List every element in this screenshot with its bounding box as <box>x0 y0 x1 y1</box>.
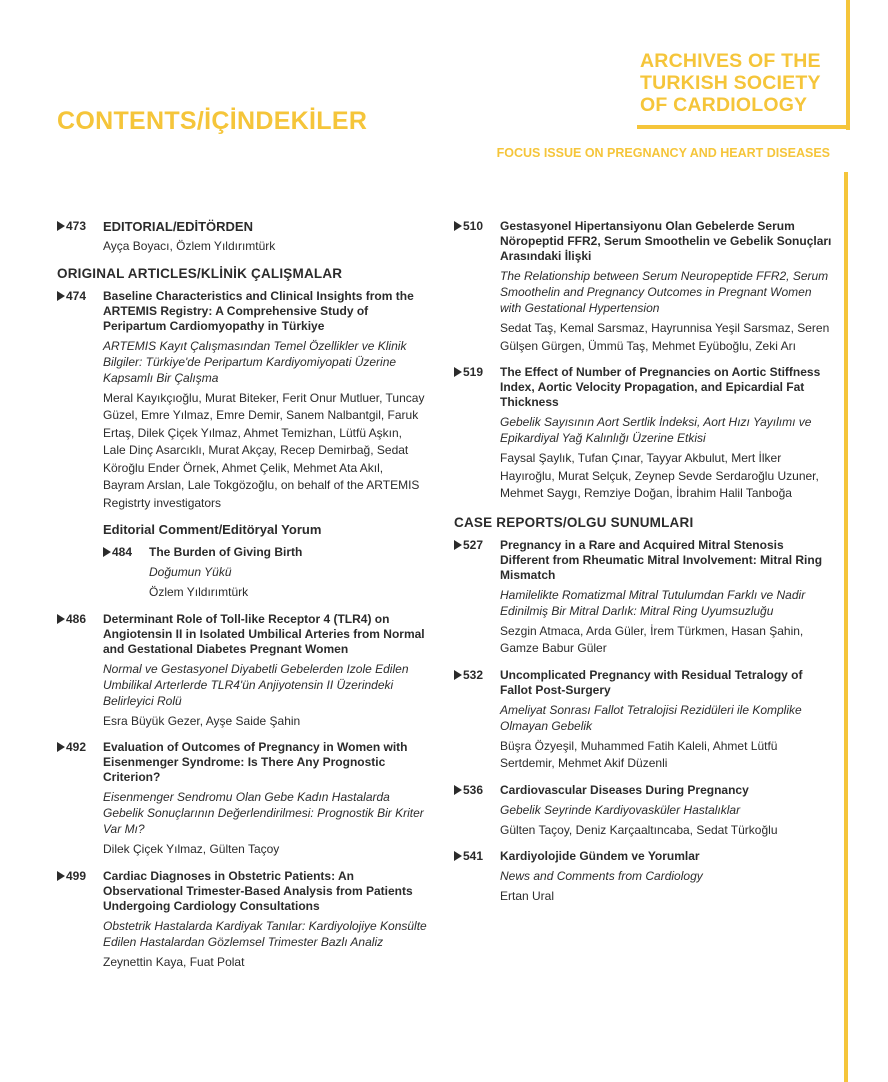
toc-entry-499[interactable] <box>57 869 427 972</box>
journal-line-3: OF CARDIOLOGY <box>640 94 808 116</box>
page-number: 492 <box>57 740 86 755</box>
toc-entry-474[interactable] <box>57 289 427 513</box>
entry-title: Uncomplicated Pregnancy with Residual Tetralogy of Fallot Post-Surgery <box>500 667 803 697</box>
arrow-right-icon <box>57 742 65 752</box>
arrow-right-icon <box>454 785 462 795</box>
journal-line-1: ARCHIVES OF THE <box>640 50 821 72</box>
entry-title: Cardiovascular Diseases During Pregnancy <box>500 782 749 797</box>
entry-authors: Gülten Taçoy, Deniz Karçaaltıncaba, Sedat Türkoğlu <box>500 822 778 837</box>
page-number: 474 <box>57 289 86 304</box>
toc-entry-532[interactable] <box>454 668 834 773</box>
entry-alt-title: Gebelik Sayısının Aort Sertlik İndeksi, Aort Hızı Yayılımı ve Epikardiyal Yağ Kalınlığı Üzerine Etkisi <box>500 415 812 445</box>
entry-alt-title: News and Comments from Cardiology <box>500 869 703 883</box>
page-number: 527 <box>454 538 483 553</box>
arrow-right-icon <box>454 221 462 231</box>
right-column <box>454 219 834 916</box>
entry-title: Baseline Characteristics and Clinical Insights from the ARTEMIS Registry: A Comprehensive Study of Peripartum Cardiomyopathy in Türkiye <box>103 288 414 333</box>
arrow-right-icon <box>454 670 462 680</box>
toc-entry-527[interactable] <box>454 538 834 658</box>
accent-bar-top <box>846 0 850 130</box>
entry-authors: Esra Büyük Gezer, Ayşe Saide Şahin <box>103 713 301 728</box>
entry-title: Pregnancy in a Rare and Acquired Mitral Stenosis Different from Rheumatic Mitral Involvement: Mitral Ring Mismatch <box>500 537 823 582</box>
accent-bar-under-journal <box>637 125 850 129</box>
toc-entry-484[interactable] <box>103 545 427 602</box>
toc-entry-492[interactable] <box>57 740 427 859</box>
entry-alt-title: Eisenmenger Sendromu Olan Gebe Kadın Hastalarda Gebelik Sonuçlarının Değerlendirilmesi: Prognostik Bir Kriter Var Mı? <box>103 790 424 836</box>
section-editorial-title: EDITORIAL/EDİTÖRDEN <box>103 219 253 234</box>
page-number: 484 <box>103 545 132 560</box>
page-number: 486 <box>57 612 86 627</box>
entry-title: Evaluation of Outcomes of Pregnancy in Women with Eisenmenger Syndrome: Is There Any Prognostic Criterion? <box>103 740 408 784</box>
page-number: 499 <box>57 869 86 884</box>
entry-title: Gestasyonel Hipertansiyonu Olan Gebelerde Serum Nöropeptid FFR2, Serum Smoothelin ve Gebelik Sonuçları Arasındaki İlişki <box>500 219 832 263</box>
journal-line-2: TURKISH SOCIETY <box>640 72 821 94</box>
arrow-right-icon <box>103 547 111 557</box>
toc-entry-536[interactable] <box>454 783 834 840</box>
page-title: CONTENTS/İÇİNDEKİLER <box>57 107 368 135</box>
accent-bar-right <box>844 172 848 1082</box>
toc-entry-519[interactable] <box>454 365 834 503</box>
entry-alt-title: Obstetrik Hastalarda Kardiyak Tanılar: Kardiyolojiye Konsülte Edilen Hastalardan Gözlemsel Trimester Bazlı Analiz <box>103 918 427 949</box>
entry-authors: Zeynettin Kaya, Fuat Polat <box>103 954 245 969</box>
left-column <box>57 219 427 981</box>
entry-alt-title: Doğumun Yükü <box>149 565 232 579</box>
entry-title: The Burden of Giving Birth <box>149 545 303 559</box>
arrow-right-icon <box>57 871 65 881</box>
entry-authors: Özlem Yıldırımtürk <box>149 585 249 599</box>
entry-authors: Faysal Şaylık, Tufan Çınar, Tayyar Akbulut, Mert İlker Hayıroğlu, Murat Selçuk, Zeynep Sevde Serdaroğlu Uzuner, Mehmet Saygı, Remziye Doğan, İbrahim Halil Tanboğa <box>500 451 819 500</box>
entry-authors: Ertan Ural <box>500 889 555 903</box>
arrow-right-icon <box>454 540 462 550</box>
entry-authors: Büşra Özyeşil, Muhammed Fatih Kaleli, Ahmet Lütfü Sertdemir, Mehmet Akif Düzenli <box>500 738 778 770</box>
arrow-right-icon <box>57 291 65 301</box>
page-number: 541 <box>454 849 483 864</box>
arrow-right-icon <box>454 851 462 861</box>
entry-title: The Effect of Number of Pregnancies on Aortic Stiffness Index, Aortic Velocity Propagation, and Epicardial Fat Thickness <box>500 365 821 409</box>
arrow-right-icon <box>454 367 462 377</box>
entry-authors: Ayça Boyacı, Özlem Yıldırımtürk <box>103 239 276 253</box>
toc-entry-486[interactable] <box>57 612 427 731</box>
entry-alt-title: Ameliyat Sonrası Fallot Tetralojisi Rezidüleri ile Komplike Olmayan Gebelik <box>500 702 802 733</box>
page-number: 510 <box>454 219 483 234</box>
section-heading-original-articles: ORIGINAL ARTICLES/KLİNİK ÇALIŞMALAR <box>57 265 343 281</box>
entry-title: Kardiyolojide Gündem ve Yorumlar <box>500 849 700 863</box>
entry-authors: Dilek Çiçek Yılmaz, Gülten Taçoy <box>103 842 280 856</box>
toc-entry-473[interactable] <box>57 219 427 256</box>
toc-entry-510[interactable] <box>454 219 834 355</box>
focus-issue-subtitle: FOCUS ISSUE ON PREGNANCY AND HEART DISEASES <box>496 146 830 160</box>
editorial-comment-heading: Editorial Comment/Editöryal Yorum <box>103 522 322 537</box>
toc-entry-541[interactable] <box>454 849 834 906</box>
section-heading-case-reports: CASE REPORTS/OLGU SUNUMLARI <box>454 514 694 530</box>
entry-alt-title: Normal ve Gestasyonel Diyabetli Gebelerden Izole Edilen Umbilikal Arterlerde TLR4'ün Anjiyotensin II Üzerindeki Belirleyici Rolü <box>103 661 409 708</box>
entry-alt-title: The Relationship between Serum Neuropeptide FFR2, Serum Smoothelin and Pregnancy Outcomes in Pregnant Women with Gestational Hypertension <box>500 269 829 315</box>
entry-alt-title: Gebelik Seyrinde Kardiyovasküler Hastalıklar <box>500 802 741 817</box>
arrow-right-icon <box>57 221 65 231</box>
page-number: 532 <box>454 668 483 683</box>
entry-title: Cardiac Diagnoses in Obstetric Patients: An Observational Trimester-Based Analysis from Patients Undergoing Cardiology Consultations <box>103 868 413 913</box>
entry-title: Determinant Role of Toll-like Receptor 4 (TLR4) on Angiotensin II in Isolated Umbilical Arteries from Normal and Gestational Diabetes Pregnant Women <box>103 611 425 656</box>
page-number: 519 <box>454 365 483 380</box>
entry-alt-title: ARTEMIS Kayıt Çalışmasından Temel Özellikler ve Klinik Bilgiler: Türkiye'de Peripartum Kardiyomiyopati Üzerine Kapsamlı Bir Çalışma <box>103 338 407 385</box>
entry-authors: Sezgin Atmaca, Arda Güler, İrem Türkmen, Hasan Şahin, Gamze Babur Güler <box>500 623 804 655</box>
page-number: 536 <box>454 783 483 798</box>
entry-authors: Sedat Taş, Kemal Sarsmaz, Hayrunnisa Yeşil Sarsmaz, Seren Gülşen Gürgen, Ümmü Taş, Mehmet Eyüboğlu, Zeki Arı <box>500 321 830 353</box>
entry-authors: Meral Kayıkçıoğlu, Murat Biteker, Ferit Onur Mutluer, Tuncay Güzel, Emre Yılmaz, Emre Demir, Sanem Nalbantgil, Faruk Ertaş, Dilek Çiçek Yılmaz, Ahmet Temizhan, Lütfü Aşkın, Lale Dinç Asarcıklı, Murat Akçay, Recep Demirbağ, Sedat Köroğlu Ender Örnek, Ahmet Çelik, Mehmet Ata Akıl, Bayram Arslan, Lale Tokgözoğlu, on behalf of the ARTEMIS Registrty investigators <box>103 390 425 510</box>
page-number: 473 <box>57 219 86 234</box>
entry-alt-title: Hamilelikte Romatizmal Mitral Tutulumdan Farklı ve Nadir Edinilmiş Bir Mitral Darlık: Mitral Ring Uyumsuzluğu <box>500 587 806 618</box>
journal-logo <box>640 50 840 116</box>
arrow-right-icon <box>57 614 65 624</box>
